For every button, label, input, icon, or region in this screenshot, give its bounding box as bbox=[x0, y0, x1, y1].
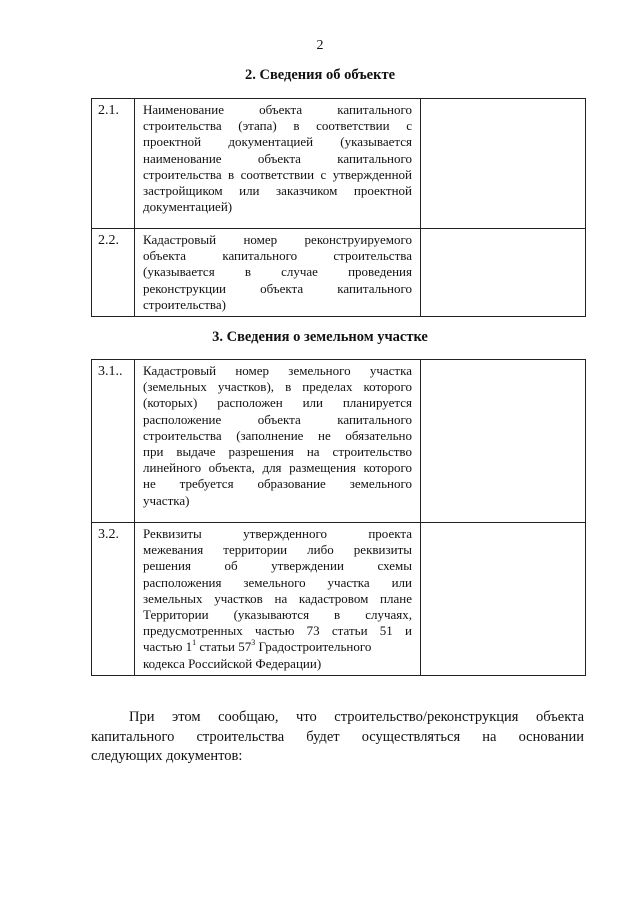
description-line: не требуется образование земельного bbox=[143, 476, 412, 492]
description-line: (которых) расположен или планируется bbox=[143, 395, 412, 411]
line-text: частью 1 bbox=[143, 639, 193, 655]
description-line: кодекса Российской Федерации) bbox=[143, 655, 322, 671]
description-line-with-superscripts bbox=[143, 639, 412, 655]
description-line: Реквизиты утвержденного проекта bbox=[143, 526, 412, 541]
description-line: при выдаче разрешения на строительство bbox=[143, 444, 412, 460]
land-info-table bbox=[91, 359, 586, 676]
description-line: земельных участков на кадастровом плане bbox=[143, 590, 412, 606]
row-description bbox=[135, 523, 421, 676]
description-line: участка) bbox=[143, 492, 190, 508]
description-line: застройщиком или заказчиком проектной bbox=[143, 183, 412, 199]
description-line: Территории (указываются в случаях, bbox=[143, 607, 412, 623]
superscript: 1 bbox=[192, 638, 197, 648]
section-title-object: 2. Сведения об объекте bbox=[244, 67, 396, 83]
description-line: реконструкции объекта капитального bbox=[143, 280, 412, 296]
row-number: 2.1. bbox=[92, 99, 135, 229]
description-line: строительства (этапа) в соответствии с bbox=[143, 118, 412, 134]
description-line: проектной документацией (указывается bbox=[143, 134, 412, 150]
description-line: межевания территории либо реквизиты bbox=[143, 542, 412, 558]
page-number: 2 bbox=[316, 38, 324, 53]
description-line: Наименование объекта капитального bbox=[143, 102, 412, 117]
table-row bbox=[92, 229, 586, 317]
description-line: расположение объекта капитального bbox=[143, 411, 412, 427]
value-cell[interactable] bbox=[421, 99, 586, 229]
description-line: линейного объекта, для размещения которого bbox=[143, 460, 412, 476]
section-title-land: 3. Сведения о земельном участке bbox=[212, 329, 428, 345]
paragraph-line: следующих документов: bbox=[91, 748, 243, 765]
table-row bbox=[92, 360, 586, 523]
value-cell[interactable] bbox=[421, 523, 586, 676]
row-number: 3.1.. bbox=[92, 360, 135, 523]
superscript: 3 bbox=[251, 638, 256, 648]
line-text: Градостроительного bbox=[255, 639, 372, 655]
description-line: (указывается в случае проведения bbox=[143, 264, 412, 280]
row-number: 3.2. bbox=[92, 523, 135, 676]
paragraph-line: капитального строительства будет осуществляться на основании bbox=[91, 728, 584, 745]
table-row bbox=[92, 99, 586, 229]
description-line: документацией) bbox=[143, 199, 233, 215]
paragraph-line: При этом сообщаю, что строительство/реконструкция объекта bbox=[129, 709, 584, 725]
description-line: объекта капитального строительства bbox=[143, 248, 412, 264]
row-description bbox=[135, 229, 421, 317]
description-line: (земельных участков), в пределах которого bbox=[143, 379, 412, 395]
description-line: строительства (заполнение не обязательно bbox=[143, 427, 412, 443]
row-description bbox=[135, 99, 421, 229]
line-text: статьи 57 bbox=[196, 639, 252, 655]
description-line: решения об утверждении схемы bbox=[143, 558, 412, 574]
description-line: наименование объекта капитального bbox=[143, 150, 412, 166]
body-paragraph bbox=[91, 708, 584, 767]
description-line: строительства в соответствии с утвержденной bbox=[143, 166, 412, 182]
row-description bbox=[135, 360, 421, 523]
table-row bbox=[92, 523, 586, 676]
row-number: 2.2. bbox=[92, 229, 135, 317]
value-cell[interactable] bbox=[421, 360, 586, 523]
description-line: расположения земельного участка или bbox=[143, 574, 412, 590]
value-cell[interactable] bbox=[421, 229, 586, 317]
description-line: предусмотренных частью 73 статьи 51 и bbox=[143, 623, 412, 639]
description-line: строительства) bbox=[143, 296, 226, 312]
object-info-table bbox=[91, 98, 586, 317]
description-line: Кадастровый номер земельного участка bbox=[143, 363, 412, 378]
description-line: Кадастровый номер реконструируемого bbox=[143, 232, 412, 247]
